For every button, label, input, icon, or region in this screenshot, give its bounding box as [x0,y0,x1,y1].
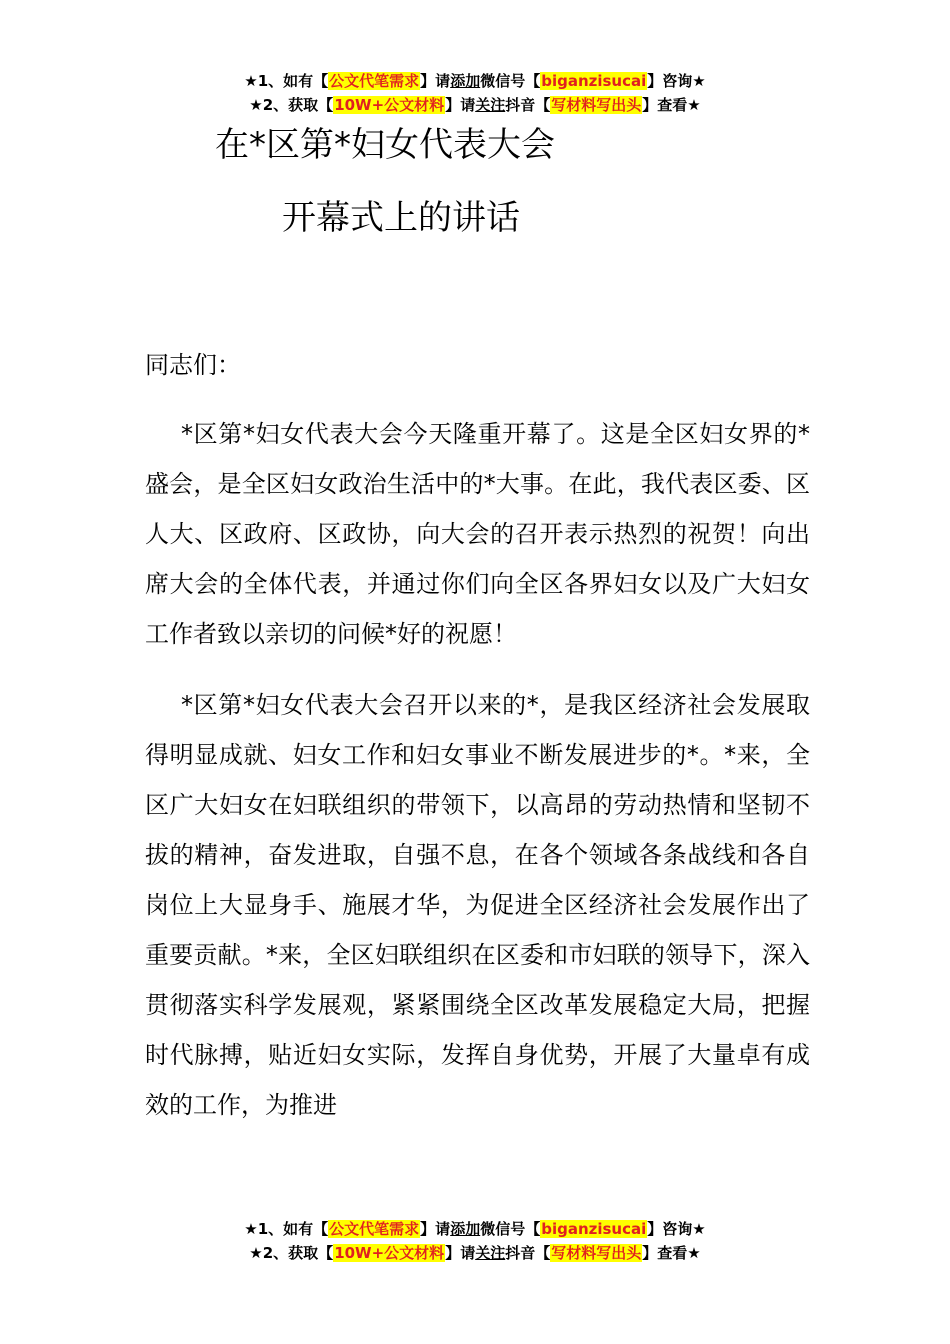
banner-text: 抖音【 [505,1244,551,1262]
banner-text: 】查看★ [642,1244,701,1262]
banner-text: ★2、获取【 [249,1244,334,1262]
banner-highlight-douyin-account: 写材料写出头 [551,96,642,114]
banner-text: 微信号【 [480,72,541,90]
banner-text: 】咨询★ [647,72,706,90]
paragraph-2: *区第*妇女代表大会召开以来的*，是我区经济社会发展取得明显成就、妇女工作和妇女事业不断发展进步的*。*来，全区广大妇女在妇联组织的带领下，以高昂的劳动热情和坚韧不拔的精神，奋发进取，自强不息，在各个领域各条战线和各自岗位上大显身手、施展才华，为促进全区经济社会发展作出了重要贡献。*来，全区妇联组织在区委和市妇联的领导下，深入贯彻落实科学发展观，紧紧围绕全区改革发展稳定大局，把握时代脉搏，贴近妇女实际，发挥自身优势，开展了大量卓有成效的工作，为推进 [145,691,810,1119]
banner-text: ★1、如有【 [244,1220,329,1238]
footer-banner [0,1217,950,1265]
banner-underlined-text: 关注 [475,1244,506,1262]
banner-text: 】请 [420,72,451,90]
banner-line-1 [0,69,950,93]
banner-highlight-materials: 10W+公文材料 [334,96,445,114]
greeting: 同志们： [145,351,241,379]
banner-text: 微信号【 [480,1220,541,1238]
document-body [145,340,810,1130]
banner-text: 抖音【 [505,96,551,114]
banner-text: ★2、获取【 [249,96,334,114]
banner-text: 】查看★ [642,96,701,114]
banner-underlined-text: 添加 [450,1220,481,1238]
banner-underlined-text: 添加 [450,72,481,90]
banner-text: ★1、如有【 [244,72,329,90]
banner-highlight-materials: 10W+公文材料 [334,1244,445,1262]
banner-underlined-text: 关注 [475,96,506,114]
banner-text: 】请 [445,1244,476,1262]
banner-line-2 [0,1241,950,1265]
document-title-line-2: 开幕式上的讲话 [282,198,520,238]
banner-highlight-douyin-account: 写材料写出头 [551,1244,642,1262]
banner-text: 】请 [420,1220,451,1238]
banner-line-1 [0,1217,950,1241]
banner-highlight-wechat-id: biganzisucai [541,72,647,90]
header-banner [0,69,950,117]
paragraph-1: *区第*妇女代表大会今天隆重开幕了。这是全区妇女界的*盛会，是全区妇女政治生活中的*大事。在此，我代表区委、区人大、区政府、区政协，向大会的召开表示热烈的祝贺！向出席大会的全体代表，并通过你们向全区各界妇女以及广大妇女工作者致以亲切的问候*好的祝愿！ [145,420,810,648]
banner-text: 】请 [445,96,476,114]
banner-line-2 [0,93,950,117]
banner-text: 】咨询★ [647,1220,706,1238]
banner-highlight-service: 公文代笔需求 [329,72,420,90]
banner-highlight-service: 公文代笔需求 [329,1220,420,1238]
document-title-line-1: 在*区第*妇女代表大会 [215,125,555,165]
banner-highlight-wechat-id: biganzisucai [541,1220,647,1238]
